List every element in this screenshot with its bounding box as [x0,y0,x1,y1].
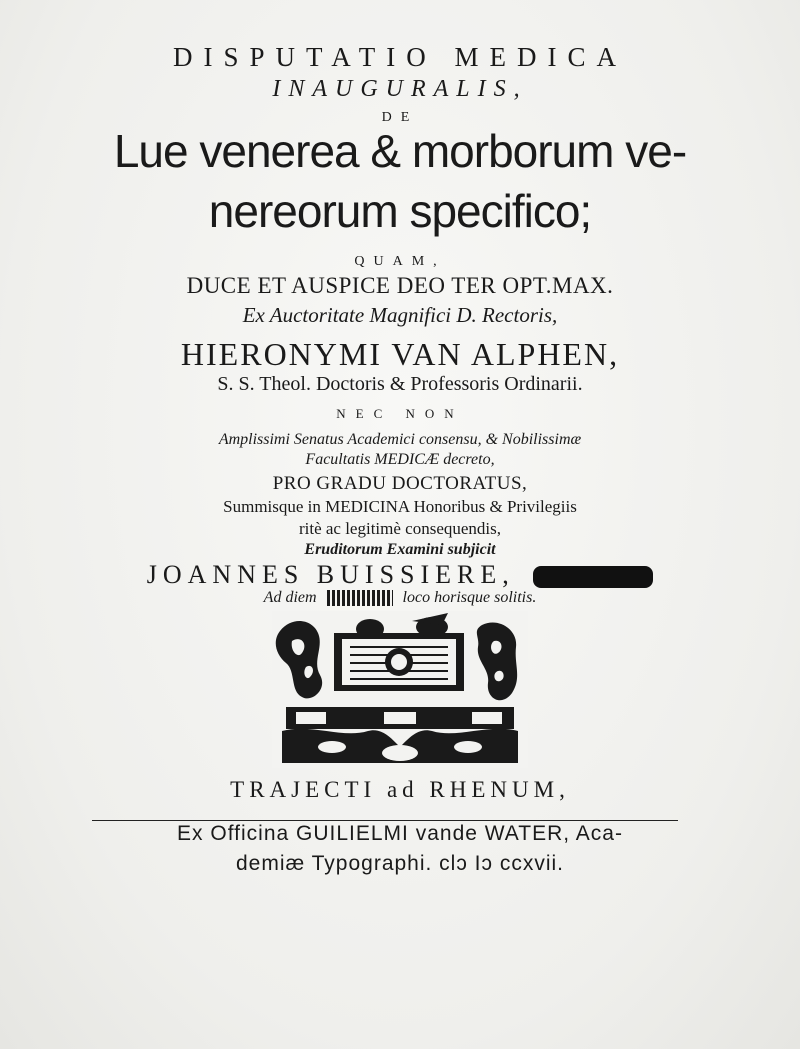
nec-non-line: NEC NON [336,406,464,421]
duce-line: DUCE ET AUSPICE DEO TER OPT.MAX. [186,273,614,298]
handwritten-date-icon [327,590,393,606]
subject-line-2: nereorum specifico; [208,185,592,237]
pro-gradu-line: PRO GRADU DOCTORATUS, [272,473,528,494]
author-line [0,560,800,590]
ink-stamp-icon [533,566,653,588]
senatus-line-1: Amplissimi Senatus Academici consensu, & Nobilissimæ [218,431,582,448]
subject-line-1: Lue venerea & morborum ve- [113,125,687,177]
heading-inauguralis: INAUGURALIS, [272,76,528,102]
woodcut-emblem-icon [272,611,528,768]
rite-line: ritè ac legitimè consequendis, [298,519,502,538]
rector-name: HIERONYMI VAN ALPHEN, [180,336,620,372]
summisque-line: Summisque in MEDICINA Honoribus & Privilegiis [223,497,577,516]
rector-title: S. S. Theol. Doctoris & Professoris Ordinarii. [217,373,583,395]
author-name: JOANNES BUISSIERE, [146,560,515,589]
imprint-line-2: demiæ Typographi. clↄ Iↄ ccxvii. [235,852,565,875]
quam-line: QUAM, [354,254,446,269]
auctoritate-line: Ex Auctoritate Magnifici D. Rectoris, [242,303,558,327]
eruditorum-line: Eruditorum Examini subjicit [304,541,496,558]
divider-rule [92,820,678,821]
imprint-line-1: Ex Officina GUILIELMI vande WATER, Aca- [177,822,623,845]
date-line [0,589,800,607]
senatus-line-2: Facultatis MEDICÆ decreto, [305,451,495,468]
date-prefix: Ad diem [263,589,317,606]
date-suffix: loco horisque solitis. [402,589,537,606]
imprint-place: TRAJECTI ad RHENUM, [230,777,570,802]
heading-disputatio: DISPUTATIO MEDICA [172,42,628,72]
heading-de: DE [381,110,419,125]
